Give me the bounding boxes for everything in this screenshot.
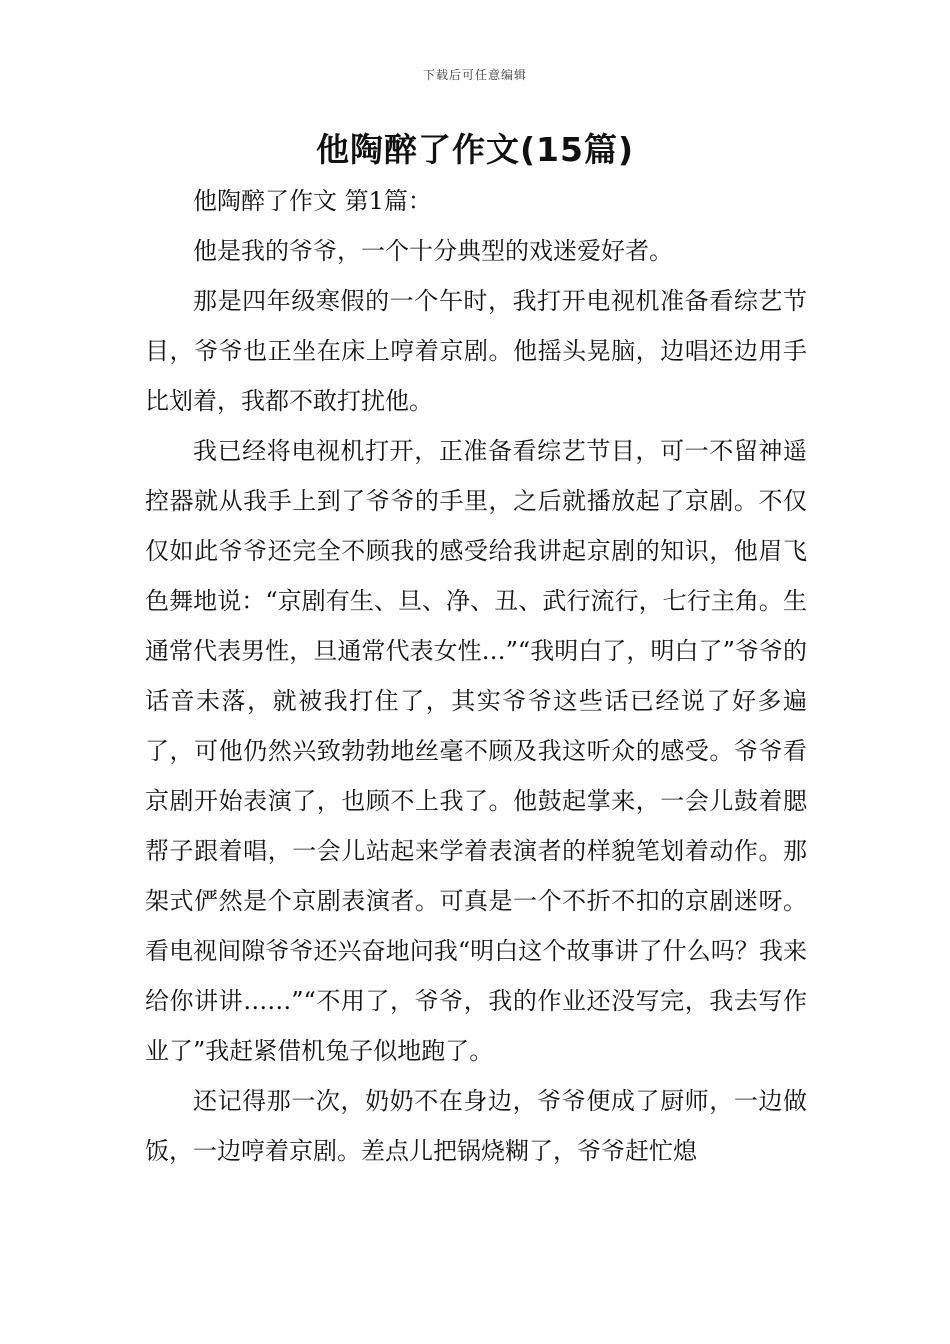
page-header-note: 下载后可任意编辑 — [422, 68, 527, 82]
document-body — [145, 176, 807, 1176]
paragraph-4: 还记得那一次，奶奶不在身边，爷爷便成了厨师，一边做饭，一边哼着京剧。差点儿把锅烧糊了，爷爷赶忙熄 — [145, 1087, 807, 1165]
document-title: 他陶醉了作文(15篇) — [315, 130, 635, 169]
paragraph-1: 他是我的爷爷，一个十分典型的戏迷爱好者。 — [193, 237, 673, 265]
paragraph-3: 我已经将电视机打开，正准备看综艺节目，可一不留神遥控器就从我手上到了爷爷的手里，之后就播放起了京剧。不仅仅如此爷爷还完全不顾我的感受给我讲起京剧的知识，他眉飞色舞地说：“京剧有生、旦、净、丑、武行流行，七行主角。生通常代表男性，旦通常代表女性…”“我明白了，明白了”爷爷的话音未落，就被我打住了，其实爷爷这些话已经说了好多遍了，可他仍然兴致勃勃地丝毫不顾及我这听众的感受。爷爷看京剧开始表演了，也顾不上我了。他鼓起掌来，一会儿鼓着腮帮子跟着唱，一会儿站起来学着表演者的样貌笔划着动作。那架式俨然是个京剧表演者。可真是一个不折不扣的京剧迷呀。看电视间隙爷爷还兴奋地问我“明白这个故事讲了什么吗？我来给你讲讲……”“不用了，爷爷，我的作业还没写完，我去写作业了”我赶紧借机兔子似地跑了。 — [145, 437, 807, 1065]
section-heading: 他陶醉了作文 第1篇： — [193, 187, 432, 215]
paragraph-2: 那是四年级寒假的一个午时，我打开电视机准备看综艺节目，爷爷也正坐在床上哼着京剧。他摇头晃脑，边唱还边用手比划着，我都不敢打扰他。 — [145, 287, 807, 415]
